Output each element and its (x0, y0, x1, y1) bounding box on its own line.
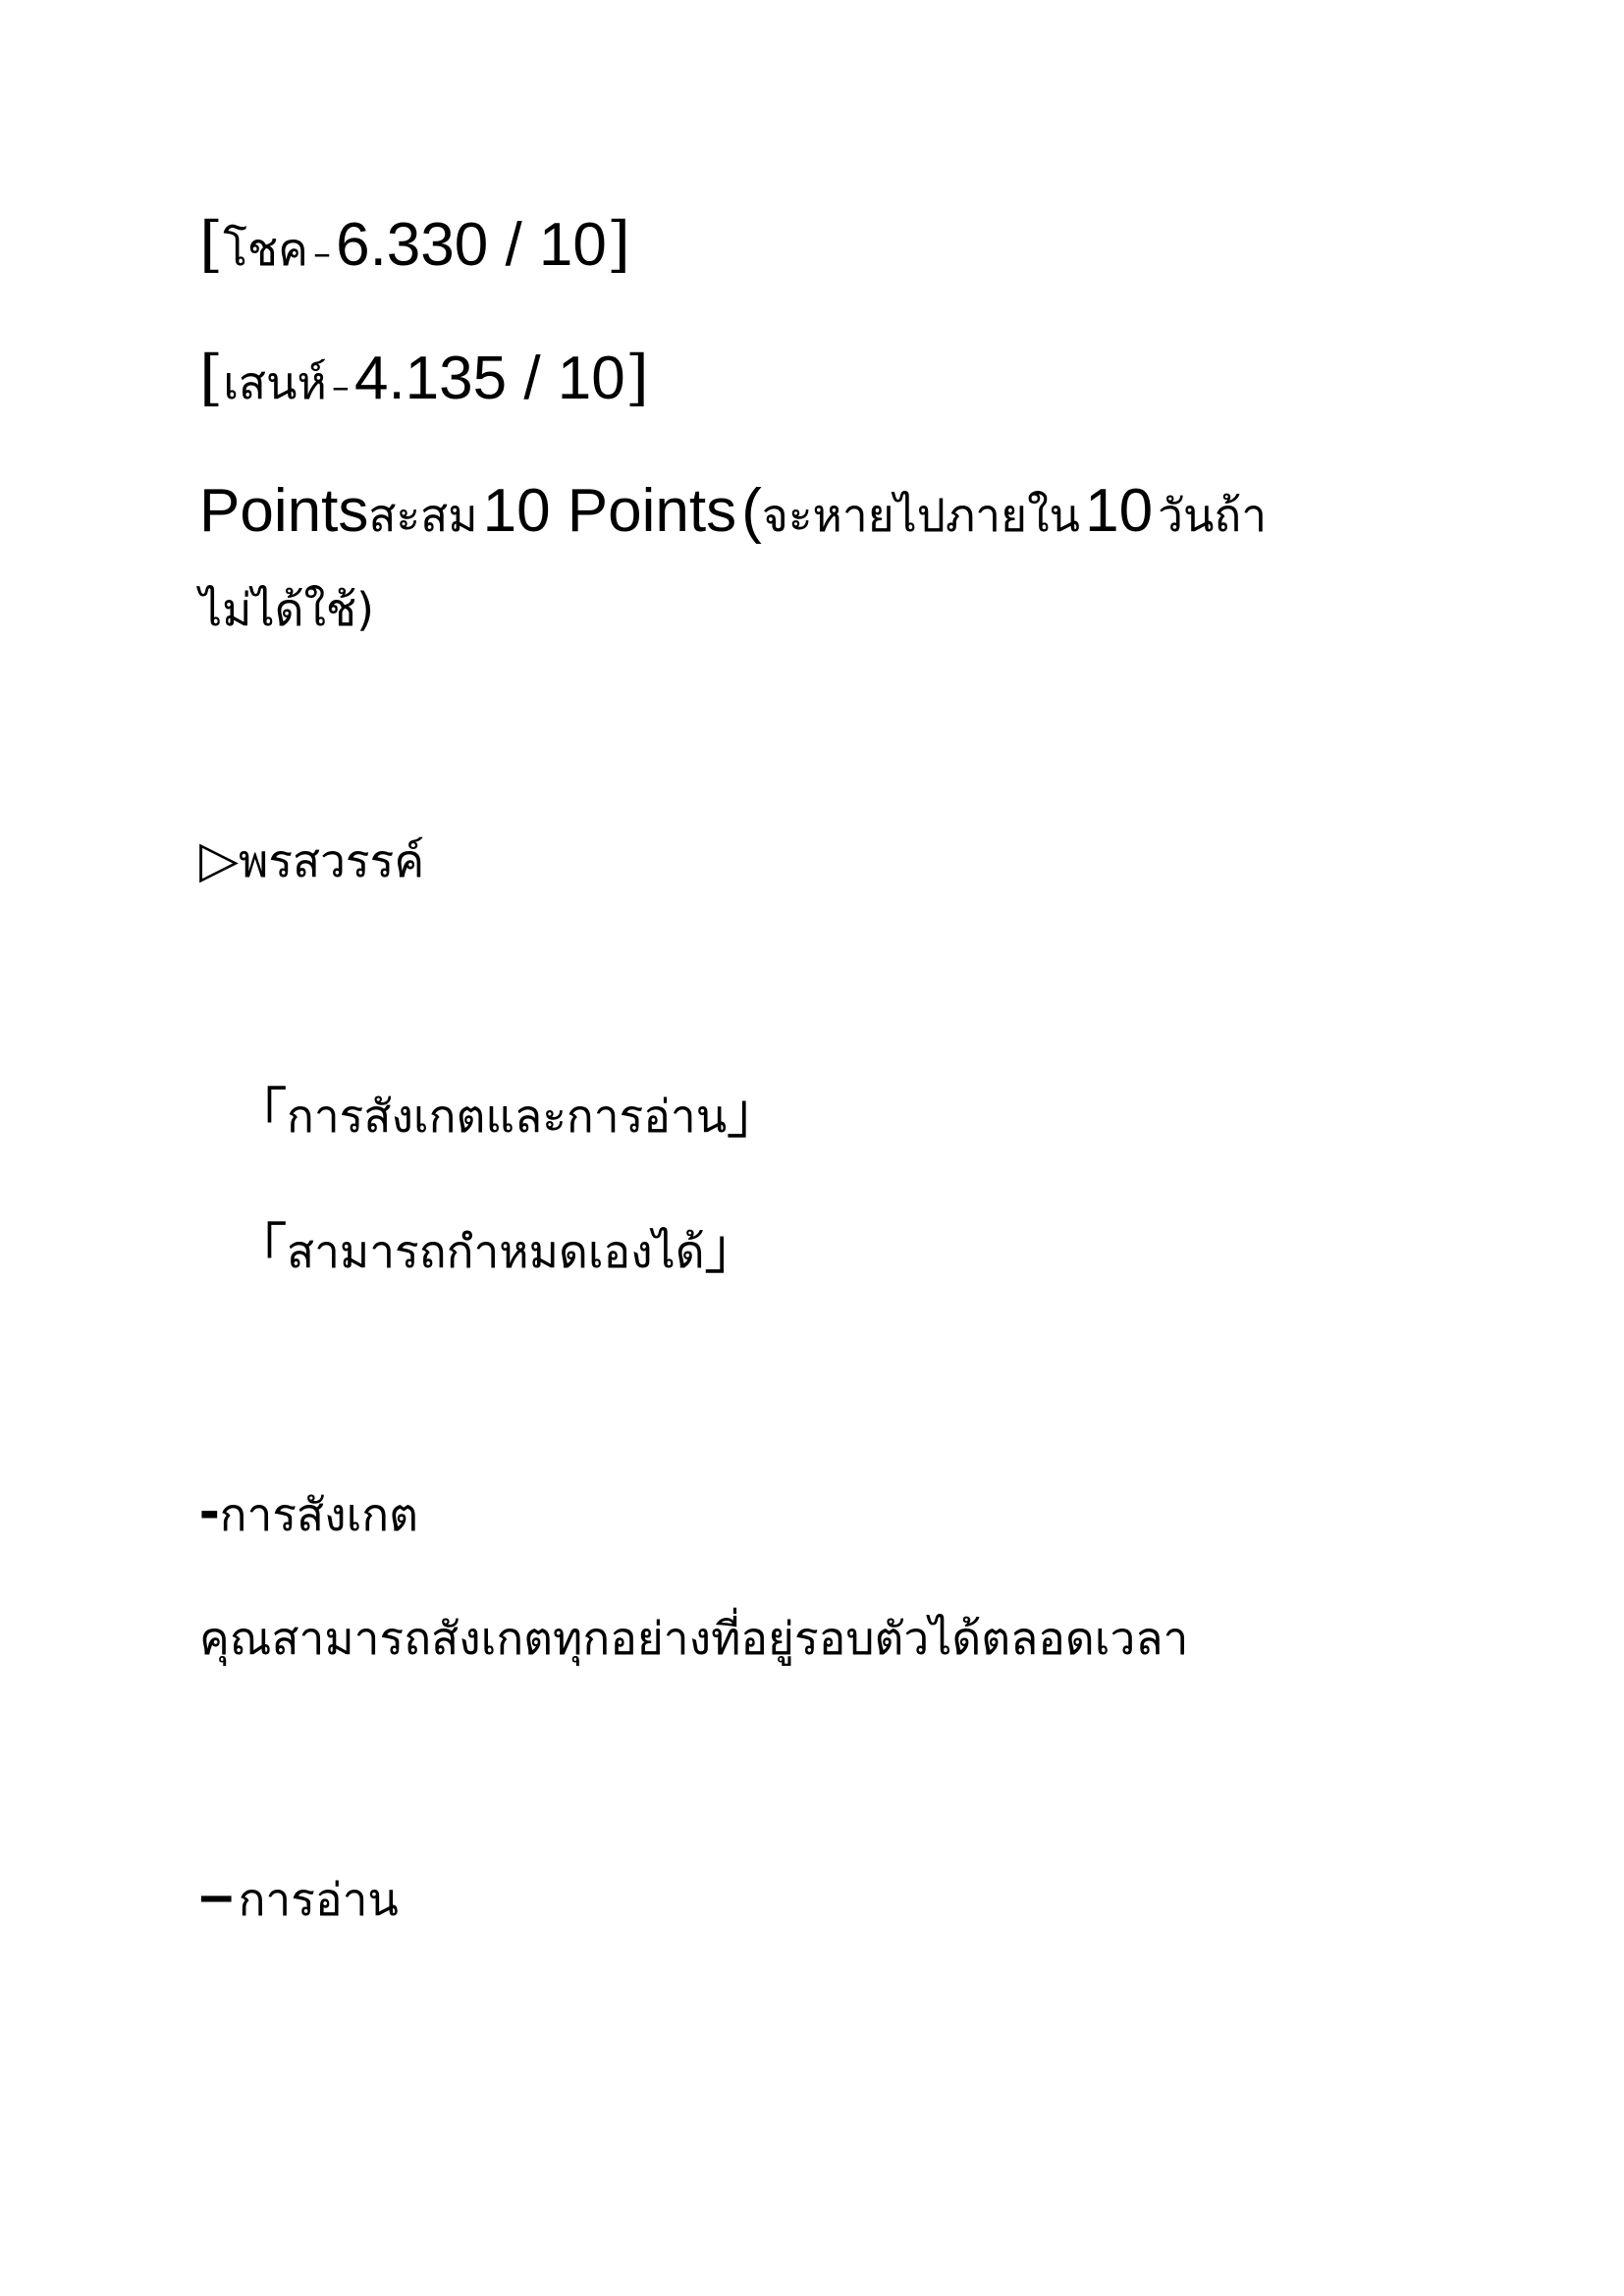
stat-dash: – (313, 234, 331, 274)
stat-label: เสนห์ (223, 356, 327, 409)
stat-luck (199, 208, 631, 280)
section-title: การสังเกต (219, 1488, 419, 1541)
stat-charm (199, 342, 649, 413)
points-line-continued (199, 583, 375, 636)
triangle-right-icon: ▷ (199, 830, 239, 889)
corner-bracket-open: 「 (234, 1083, 287, 1145)
section-heading (199, 1861, 399, 1929)
section-heading (199, 1476, 419, 1544)
stat-label: โชค (223, 223, 308, 276)
section-body (199, 1612, 1189, 1665)
points-note: จะหายไปภายใน (761, 489, 1080, 542)
points-note: ไม่ได้ใช้ (199, 583, 357, 636)
section-dash: - (199, 1476, 220, 1544)
open-bracket: [ (199, 342, 224, 413)
close-bracket: ] (606, 208, 631, 280)
close-bracket: ] (624, 342, 649, 413)
points-amount: 10 Points (482, 477, 737, 545)
paren-open: ( (741, 477, 762, 545)
stat-value: 4.135 / 10 (353, 345, 625, 412)
points-line (199, 477, 1268, 545)
section-text: คุณสามารถสังเกตทุกอย่างที่อยู่รอบตัวได้ตลอดเวลา (199, 1612, 1189, 1665)
ability-item (234, 1218, 758, 1280)
blessing-title: พรสวรรค์ (239, 834, 425, 887)
points-note: วันถ้า (1158, 489, 1268, 542)
corner-bracket-close: 」 (704, 1218, 758, 1280)
points-prefix: Points (199, 477, 369, 545)
ability-text: สามารถกำหมดเองได้ (287, 1225, 705, 1278)
ability-item (234, 1083, 781, 1145)
corner-bracket-close: 」 (727, 1083, 781, 1145)
corner-bracket-open: 「 (234, 1218, 287, 1280)
blessing-heading (199, 830, 425, 889)
stat-dash: – (331, 367, 350, 407)
section-title: การอ่าน (238, 1873, 399, 1926)
section-dash: – (199, 1861, 234, 1929)
stat-value: 6.330 / 10 (336, 211, 607, 279)
paren-close: ) (356, 583, 375, 636)
points-label: สะสม (368, 489, 478, 542)
open-bracket: [ (199, 208, 224, 280)
ability-text: การสังเกตและการอ่าน (287, 1090, 728, 1143)
points-days: 10 (1085, 477, 1154, 545)
